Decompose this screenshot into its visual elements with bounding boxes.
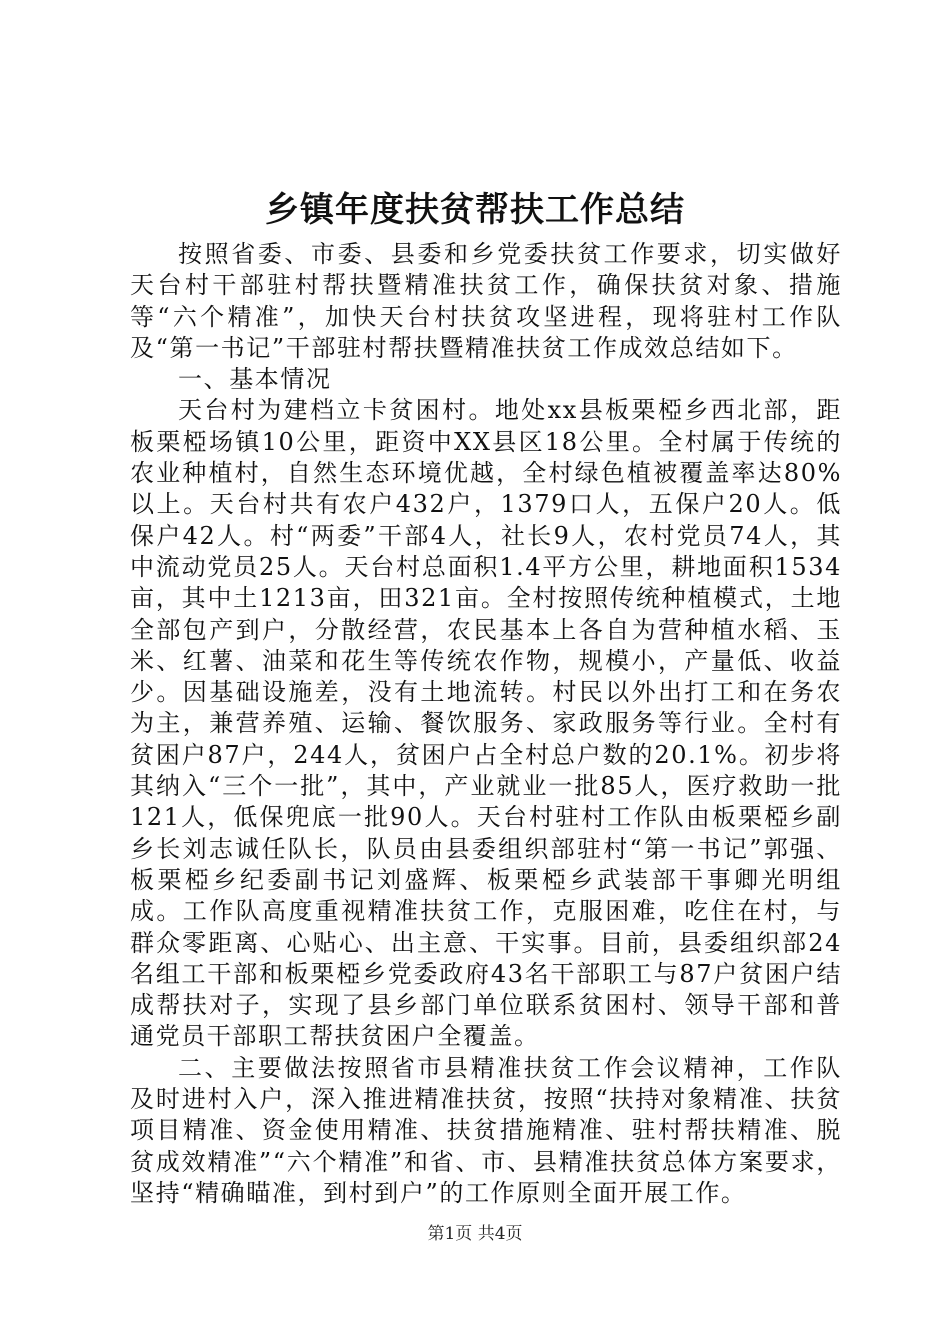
document-title: 乡镇年度扶贫帮扶工作总结: [265, 190, 685, 230]
intro-paragraph: 按照省委、市委、县委和乡党委扶贫工作要求，切实做好天台村干部驻村帮扶暨精准扶贫工作，确保扶贫对象、措施等“六个精准”，加快天台村扶贫攻坚进程，现将驻村工作队及“第一书记”干部驻村帮扶暨精准扶贫工作成效总结如下。: [130, 240, 842, 362]
section-1-heading: 一、基本情况: [178, 365, 332, 394]
section-1-paragraph: 天台村为建档立卡贫困村。地处xx县板栗椏乡西北部，距板栗椏场镇10公里，距资中XX县区18公里。全村属于传统的农业种植村，自然生态环境优越，全村绿色植被覆盖率达80%以上。天台村共有农户432户，1379口人，五保户20人。低保户42人。村“两委”干部4人，社长9人，农村党员74人，其中流动党员25人。天台村总面积1.4平方公里，耕地面积1534亩，其中土1213亩，田321亩。全村按照传统种植模式，土地全部包产到户，分散经营，农民基本上各自为营种植水稻、玉米、红薯、油菜和花生等传统农作物，规模小，产量低、收益少。因基础设施差，没有土地流转。村民以外出打工和在务农为主，兼营养殖、运输、餐饮服务、家政服务等行业。全村有贫困户87户，244人，贫困户占全村总户数的20.1%。初步将其纳入“三个一批”，其中，产业就业一批85人，医疗救助一批121人，低保兜底一批90人。天台村驻村工作队由板栗椏乡副乡长刘志诚任队长，队员由县委组织部驻村“第一书记”郭强、板栗椏乡纪委副书记刘盛辉、板栗椏乡武装部干事卿光明组成。工作队高度重视精准扶贫工作，克服困难，吃住在村，与群众零距离、心贴心、出主意、干实事。目前，县委组织部24名组工干部和板栗椏乡党委政府43名干部职工与87户贫困户结成帮扶对子，实现了县乡部门单位联系贫困村、领导干部和普通党员干部职工帮扶贫困户全覆盖。: [130, 396, 842, 1051]
page-number-footer: 第1页 共4页: [427, 1224, 523, 1244]
section-2-paragraph: 二、主要做法按照省市县精准扶贫工作会议精神，工作队及时进村入户，深入推进精准扶贫，按照“扶持对象精准、扶贫项目精准、资金使用精准、扶贫措施精准、驻村帮扶精准、脱贫成效精准”“六个精准”和省、市、县精准扶贫总体方案要求，坚持“精确瞄准，到村到户”的工作原则全面开展工作。: [130, 1053, 842, 1207]
document-body: [130, 239, 842, 1209]
